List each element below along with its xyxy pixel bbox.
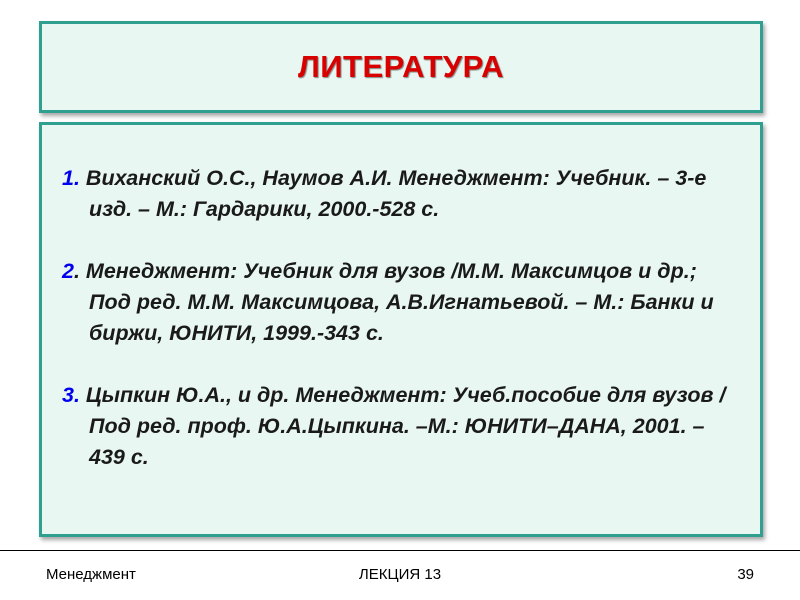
footer-divider <box>0 550 800 551</box>
reference-item-3 <box>62 380 742 473</box>
reference-item-1 <box>62 163 742 225</box>
reference-text: Цыпкин Ю.А., и др. Менеджмент: Учеб.пособие для вузов /Под ред. проф. Ю.А.Цыпкина. –М.: ЮНИТИ–ДАНА, 2001. – 439 с. <box>79 383 726 469</box>
reference-text: Виханский О.С., Наумов А.И. Менеджмент: Учебник. – 3-е изд. – М.: Гардарики, 2000.-528 с. <box>79 166 707 221</box>
footer-lecture-label: ЛЕКЦИЯ 13 <box>358 566 442 583</box>
slide-title: ЛИТЕРАТУРА <box>297 49 504 84</box>
reference-text: . Менеджмент: Учебник для вузов /М.М. Максимцов и др.; Под ред. М.М. Максимцова, А.В.Игнатьевой. – М.: Банки и биржи, ЮНИТИ, 1999.-343 с. <box>73 259 714 345</box>
footer-course-name: Менеджмент <box>46 566 136 583</box>
reference-number: 1. <box>62 166 80 190</box>
reference-number: 2 <box>62 259 74 283</box>
title-panel <box>39 21 763 113</box>
references-panel <box>39 122 763 537</box>
footer-page-number: 39 <box>737 566 754 583</box>
reference-item-2 <box>62 256 742 349</box>
reference-number: 3. <box>62 383 80 407</box>
reference-list <box>62 163 742 473</box>
